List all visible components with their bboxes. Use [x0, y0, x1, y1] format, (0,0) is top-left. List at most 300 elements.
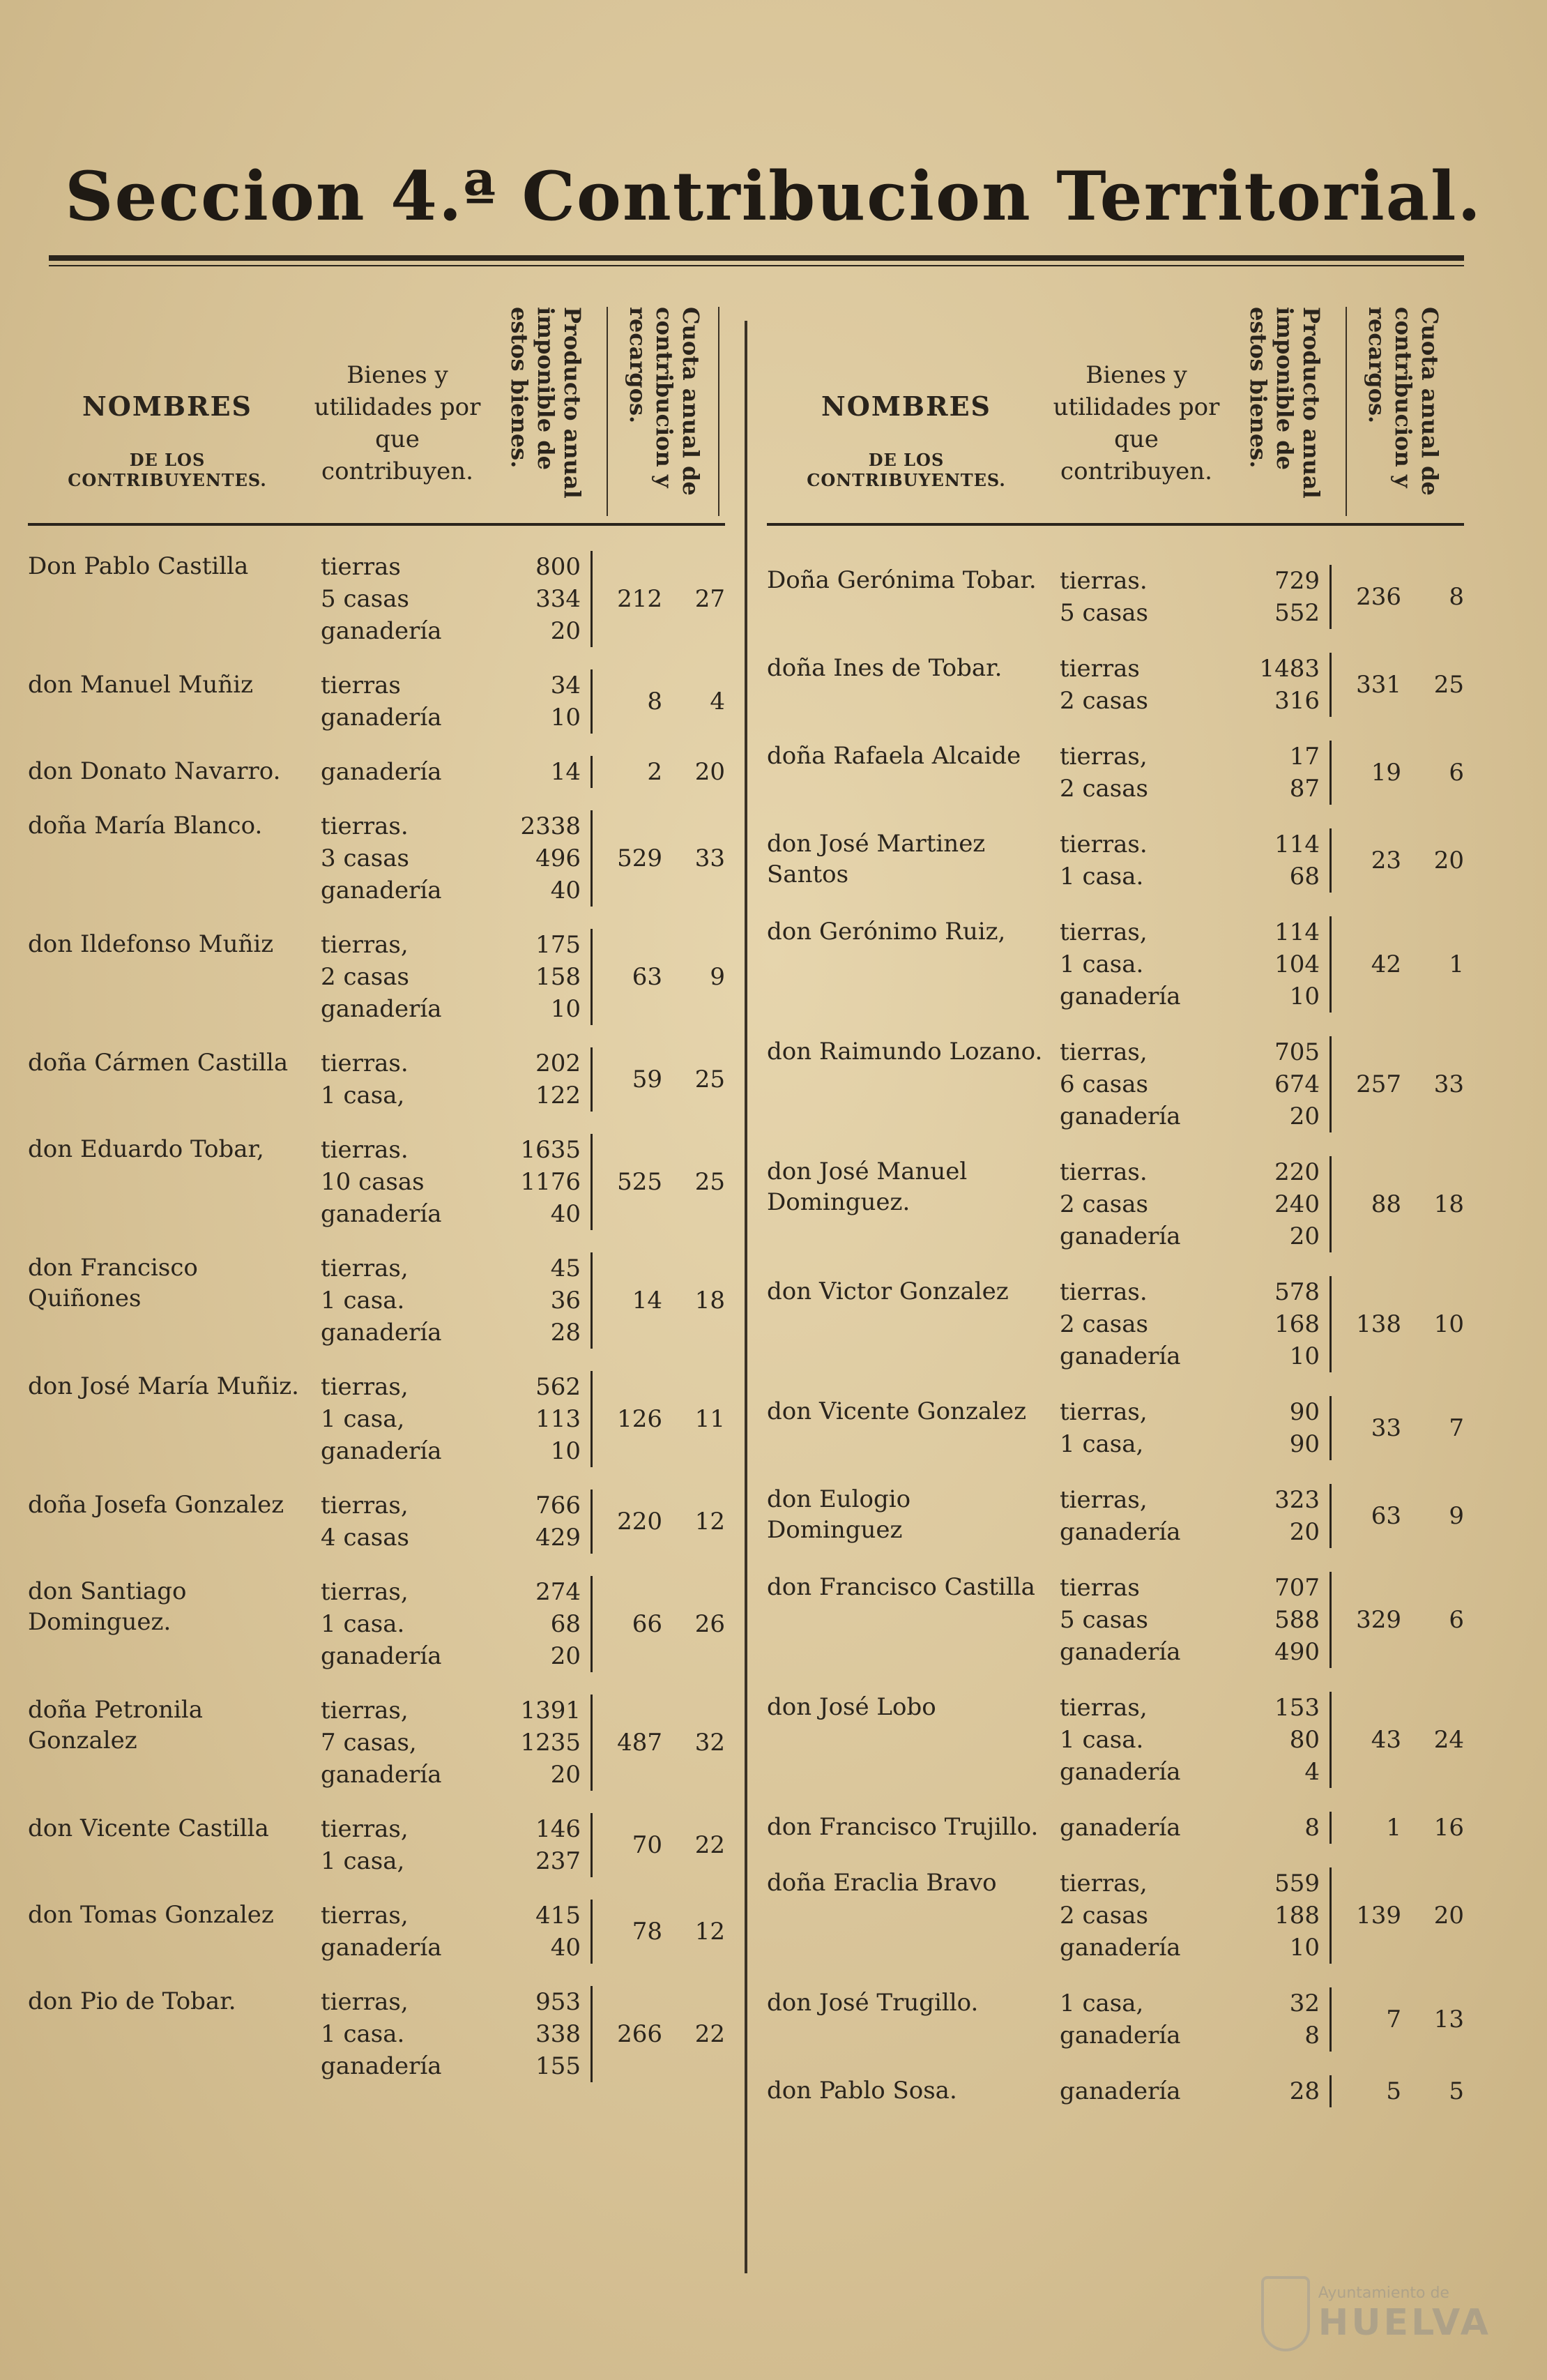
- bienes-item: [1060, 773, 1227, 805]
- producto-value: 8: [1304, 2022, 1320, 2049]
- cuota-value: [1346, 669, 1464, 701]
- bienes-list: [1060, 565, 1227, 629]
- producto-value: 220: [1274, 1158, 1320, 1186]
- cuota-maravedis: 18: [1433, 1190, 1464, 1218]
- producto-values: [495, 756, 593, 788]
- cuota-value: [607, 1608, 725, 1640]
- bienes-label: ganadería: [321, 2052, 442, 2080]
- producto-values: [1234, 1867, 1332, 1964]
- header-producto: Producto anual imponible de estos bienes.: [506, 307, 586, 499]
- producto-value: 34: [550, 672, 581, 699]
- contributor-name: don Pablo Sosa.: [767, 2077, 957, 2105]
- bienes-item: [1060, 828, 1227, 861]
- producto-value: 68: [1289, 863, 1320, 890]
- cuota-maravedis: 25: [1433, 671, 1464, 699]
- producto-value: 40: [550, 1934, 581, 1962]
- table-row: [767, 916, 1464, 1013]
- bienes-list: [321, 756, 488, 788]
- cuota-reales: 331: [1356, 671, 1401, 699]
- bienes-item: [321, 1727, 488, 1759]
- bienes-item: [321, 1900, 488, 1932]
- bienes-item: [1060, 1100, 1227, 1132]
- bienes-label: ganadería: [1060, 2022, 1181, 2049]
- cuota-reales: 59: [632, 1066, 662, 1093]
- contributor-name: doña Ines de Tobar.: [767, 654, 1003, 682]
- bienes-list: [1060, 1276, 1227, 1372]
- producto-values: [1234, 916, 1332, 1013]
- cuota-maravedis: 8: [1449, 583, 1464, 611]
- producto-value: 674: [1274, 1070, 1320, 1098]
- bienes-label: 2 casas: [1060, 687, 1148, 715]
- bienes-item: [321, 1845, 488, 1877]
- bienes-label: tierras,: [321, 1255, 409, 1282]
- cuota-maravedis: 4: [710, 688, 725, 715]
- bienes-item: [321, 993, 488, 1025]
- table-row: [767, 565, 1464, 629]
- cuota-maravedis: 25: [694, 1168, 725, 1196]
- bienes-item: [1060, 861, 1227, 893]
- bienes-label: tierras,: [1060, 1486, 1148, 1514]
- cuota-reales: 266: [617, 2020, 662, 2048]
- bienes-list: [1060, 2075, 1227, 2107]
- producto-value: 953: [535, 1988, 581, 2016]
- producto-value: 28: [550, 1319, 581, 1347]
- table-row: [767, 1692, 1464, 1788]
- bienes-list: [321, 1986, 488, 2082]
- bienes-item: [321, 551, 488, 583]
- bienes-item: [1060, 1987, 1227, 2019]
- bienes-list: [1060, 1484, 1227, 1548]
- bienes-item: [1060, 1276, 1227, 1308]
- bienes-list: [321, 1695, 488, 1791]
- bienes-list: [1060, 916, 1227, 1013]
- header-names: [28, 391, 307, 490]
- bienes-item: [321, 1166, 488, 1198]
- cuota-value: [1346, 581, 1464, 613]
- cuota-value: [1346, 1412, 1464, 1444]
- right-column: [767, 293, 1464, 2105]
- bienes-item: [1060, 1484, 1227, 1516]
- producto-value: 800: [535, 553, 581, 581]
- cuota-maravedis: 33: [1433, 1070, 1464, 1098]
- bienes-list: [1060, 1572, 1227, 1668]
- cuota-maravedis: 11: [694, 1405, 725, 1433]
- producto-values: [1234, 828, 1332, 893]
- contributor-name: don Eulogio Dominguez: [767, 1485, 911, 1544]
- producto-values: [495, 1576, 593, 1672]
- table-row: [767, 1484, 1464, 1548]
- bienes-item: [1060, 948, 1227, 980]
- bienes-item: [321, 583, 488, 615]
- contributor-name: don Francisco Trujillo.: [767, 1813, 1039, 1841]
- cuota-maravedis: 12: [694, 1508, 725, 1536]
- bienes-label: ganadería: [1060, 1814, 1181, 1842]
- bienes-label: 1 casa,: [321, 1847, 405, 1875]
- bienes-label: ganadería: [1060, 1102, 1181, 1130]
- table-row: [28, 1490, 725, 1554]
- header-bienes: Bienes y utilidades por que contribuyen.: [314, 361, 481, 485]
- bienes-label: tierras,: [321, 1373, 409, 1401]
- cuota-value: [607, 756, 725, 788]
- bienes-item: [1060, 1220, 1227, 1252]
- bienes-item: [1060, 916, 1227, 948]
- contributor-name: don José María Muñiz.: [28, 1372, 299, 1400]
- cuota-maravedis: 20: [1433, 1902, 1464, 1930]
- cuota-reales: 23: [1371, 847, 1401, 874]
- bienes-label: ganadería: [321, 995, 442, 1023]
- bienes-item: [321, 1986, 488, 2018]
- cuota-value: [607, 685, 725, 718]
- bienes-label: 5 casas: [321, 585, 409, 613]
- cuota-value: [607, 1403, 725, 1435]
- producto-value: 104: [1274, 950, 1320, 978]
- producto-values: [495, 1695, 593, 1791]
- bienes-label: tierras,: [1060, 1694, 1148, 1722]
- cuota-value: [607, 2018, 725, 2050]
- bienes-label: tierras.: [321, 1136, 409, 1164]
- cuota-reales: 14: [632, 1287, 662, 1314]
- contributor-name: don Santiago Dominguez.: [28, 1577, 187, 1636]
- cuota-value: [607, 1916, 725, 1948]
- bienes-item: [321, 756, 488, 788]
- cuota-value: [1346, 2075, 1464, 2107]
- contributor-name: doña Petronila Gonzalez: [28, 1696, 203, 1754]
- bienes-list: [1060, 1987, 1227, 2052]
- producto-value: 87: [1289, 775, 1320, 803]
- producto-values: [495, 1490, 593, 1554]
- bienes-label: tierras.: [1060, 1278, 1148, 1306]
- bienes-label: ganadería: [321, 1319, 442, 1347]
- bienes-item: [1060, 1604, 1227, 1636]
- bienes-item: [321, 2018, 488, 2050]
- bienes-item: [321, 1608, 488, 1640]
- table-row: [28, 669, 725, 734]
- producto-value: 578: [1274, 1278, 1320, 1306]
- producto-value: 705: [1274, 1038, 1320, 1066]
- table-row: [767, 1276, 1464, 1372]
- contributor-name: don José Manuel Dominguez.: [767, 1158, 968, 1216]
- table-row: [28, 810, 725, 907]
- producto-value: 114: [1274, 918, 1320, 946]
- bienes-label: tierras: [1060, 1574, 1140, 1602]
- bienes-item: [321, 1284, 488, 1317]
- bienes-label: 2 casas: [1060, 1310, 1148, 1338]
- cuota-value: [607, 583, 725, 615]
- bienes-label: 6 casas: [1060, 1070, 1148, 1098]
- bienes-item: [1060, 1036, 1227, 1068]
- producto-value: 20: [550, 1642, 581, 1670]
- producto-value: 168: [1274, 1310, 1320, 1338]
- header-bienes: Bienes y utilidades por que contribuyen.: [1053, 361, 1220, 485]
- bienes-label: 1 casa.: [1060, 950, 1144, 978]
- bienes-item: [321, 1371, 488, 1403]
- title-rule: [49, 255, 1464, 261]
- producto-value: 113: [535, 1405, 581, 1433]
- cuota-value: [1346, 2003, 1464, 2036]
- bienes-item: [321, 1198, 488, 1230]
- producto-value: 274: [535, 1578, 581, 1606]
- bienes-label: 2 casas: [321, 963, 409, 991]
- table-row: [767, 1036, 1464, 1132]
- producto-value: 562: [535, 1373, 581, 1401]
- bienes-item: [321, 1435, 488, 1467]
- cuota-value: [1346, 1724, 1464, 1756]
- cuota-value: [607, 1506, 725, 1538]
- bienes-list: [1060, 1036, 1227, 1132]
- bienes-list: [321, 1900, 488, 1964]
- producto-values: [1234, 1484, 1332, 1548]
- title-rule-thin: [49, 265, 1464, 266]
- bienes-item: [321, 1813, 488, 1845]
- contributor-name: don Ildefonso Muñiz: [28, 930, 274, 958]
- bienes-item: [1060, 1068, 1227, 1100]
- bienes-label: tierras.: [1060, 831, 1148, 858]
- producto-value: 1391: [520, 1697, 581, 1725]
- producto-value: 1235: [520, 1729, 581, 1757]
- producto-value: 10: [550, 995, 581, 1023]
- cuota-reales: 525: [617, 1168, 662, 1196]
- cuota-reales: 8: [647, 688, 662, 715]
- header-names: [767, 391, 1046, 490]
- bienes-label: tierras.: [1060, 1158, 1148, 1186]
- bienes-list: [1060, 1812, 1227, 1844]
- bienes-item: [1060, 1900, 1227, 1932]
- cuota-reales: 2: [647, 758, 662, 786]
- bienes-item: [321, 1490, 488, 1522]
- producto-value: 766: [535, 1492, 581, 1519]
- producto-value: 10: [1289, 1934, 1320, 1962]
- page-title: Seccion 4.ª Contribucion Territorial.: [65, 157, 1482, 236]
- bienes-item: [321, 1403, 488, 1435]
- cuota-maravedis: 5: [1449, 2077, 1464, 2105]
- producto-value: 237: [535, 1847, 581, 1875]
- cuota-reales: 7: [1386, 2006, 1401, 2033]
- contributor-name: don Raimundo Lozano.: [767, 1038, 1043, 1066]
- producto-value: 240: [1274, 1190, 1320, 1218]
- producto-value: 20: [1289, 1222, 1320, 1250]
- cuota-reales: 138: [1356, 1310, 1401, 1338]
- bienes-label: ganadería: [1060, 2077, 1181, 2105]
- cuota-maravedis: 20: [1433, 847, 1464, 874]
- cuota-maravedis: 32: [694, 1729, 725, 1757]
- bienes-item: [1060, 685, 1227, 717]
- cuota-maravedis: 1: [1449, 950, 1464, 978]
- contributor-name: doña Josefa Gonzalez: [28, 1491, 284, 1519]
- producto-value: 202: [535, 1049, 581, 1077]
- table-row: [28, 551, 725, 647]
- cuota-maravedis: 9: [1449, 1502, 1464, 1530]
- cuota-value: [1346, 1068, 1464, 1100]
- header-cuota: Cuota anual de contribucion y recargos.: [1364, 307, 1443, 496]
- producto-value: 45: [550, 1255, 581, 1282]
- table-row: [767, 1396, 1464, 1460]
- bienes-label: ganadería: [321, 1934, 442, 1962]
- bienes-label: 1 casa,: [1060, 1989, 1144, 2017]
- bienes-item: [321, 1932, 488, 1964]
- producto-value: 8: [1304, 1814, 1320, 1842]
- bienes-item: [321, 1252, 488, 1284]
- producto-value: 429: [535, 1524, 581, 1552]
- table-row: [767, 1572, 1464, 1668]
- bienes-label: ganadería: [1060, 983, 1181, 1010]
- column-divider: [745, 321, 747, 2273]
- cuota-reales: 487: [617, 1729, 662, 1757]
- bienes-item: [321, 842, 488, 874]
- bienes-item: [1060, 2019, 1227, 2052]
- bienes-item: [1060, 597, 1227, 629]
- producto-value: 36: [550, 1287, 581, 1314]
- producto-value: 20: [550, 1761, 581, 1789]
- cuota-reales: 236: [1356, 583, 1401, 611]
- producto-value: 10: [1289, 1342, 1320, 1370]
- cuota-maravedis: 10: [1433, 1310, 1464, 1338]
- producto-values: [495, 929, 593, 1025]
- producto-values: [495, 1134, 593, 1230]
- bienes-label: ganadería: [1060, 1342, 1181, 1370]
- producto-values: [1234, 1812, 1332, 1844]
- bienes-label: tierras.: [321, 812, 409, 840]
- contributor-name: don José Martinez Santos: [767, 830, 986, 888]
- contributor-name: don Vicente Castilla: [28, 1814, 269, 1842]
- table-row: [28, 756, 725, 788]
- producto-values: [495, 551, 593, 647]
- bienes-list: [1060, 1156, 1227, 1252]
- producto-value: 4: [1304, 1758, 1320, 1786]
- contributor-name: doña Rafaela Alcaide: [767, 742, 1021, 770]
- cuota-maravedis: 16: [1433, 1814, 1464, 1842]
- bienes-list: [1060, 1396, 1227, 1460]
- producto-value: 146: [535, 1815, 581, 1843]
- bienes-item: [321, 1047, 488, 1079]
- bienes-list: [321, 1047, 488, 1112]
- bienes-item: [321, 702, 488, 734]
- bienes-item: [321, 961, 488, 993]
- producto-values: [495, 1047, 593, 1112]
- bienes-item: [1060, 1188, 1227, 1220]
- logo-line2: HUELVA: [1318, 2301, 1491, 2344]
- contributor-name: don Manuel Muñiz: [28, 671, 254, 699]
- bienes-item: [321, 1522, 488, 1554]
- bienes-item: [321, 874, 488, 907]
- producto-values: [1234, 1036, 1332, 1132]
- producto-values: [1234, 1276, 1332, 1372]
- producto-value: 10: [550, 704, 581, 732]
- table-row: [28, 1813, 725, 1877]
- bienes-item: [1060, 1724, 1227, 1756]
- cuota-reales: 212: [617, 585, 662, 613]
- producto-value: 316: [1274, 687, 1320, 715]
- producto-value: 2338: [520, 812, 581, 840]
- producto-value: 1635: [520, 1136, 581, 1164]
- bienes-label: 4 casas: [321, 1524, 409, 1552]
- bienes-label: 7 casas,: [321, 1729, 417, 1757]
- bienes-label: tierras,: [1060, 918, 1148, 946]
- table-row: [28, 929, 725, 1025]
- producto-value: 707: [1274, 1574, 1320, 1602]
- bienes-label: tierras,: [321, 931, 409, 959]
- cuota-maravedis: 24: [1433, 1726, 1464, 1754]
- producto-value: 40: [550, 877, 581, 904]
- header-cuota: Cuota anual de contribucion y recargos.: [625, 307, 704, 496]
- cuota-maravedis: 6: [1449, 759, 1464, 787]
- cuota-reales: 529: [617, 844, 662, 872]
- producto-value: 40: [550, 1200, 581, 1228]
- cuota-maravedis: 18: [694, 1287, 725, 1314]
- cuota-reales: 63: [632, 963, 662, 991]
- bienes-label: ganadería: [1060, 1758, 1181, 1786]
- bienes-item: [1060, 1396, 1227, 1428]
- producto-values: [495, 1986, 593, 2082]
- bienes-item: [1060, 1156, 1227, 1188]
- bienes-list: [1060, 828, 1227, 893]
- bienes-item: [321, 1079, 488, 1112]
- table-row: [28, 1900, 725, 1964]
- header-names-subtitle: DE LOS CONTRIBUYENTES.: [68, 450, 267, 490]
- bienes-label: tierras,: [1060, 1398, 1148, 1426]
- producto-values: [1234, 565, 1332, 629]
- cuota-reales: 329: [1356, 1606, 1401, 1634]
- bienes-label: ganadería: [321, 704, 442, 732]
- producto-values: [495, 1813, 593, 1877]
- producto-value: 90: [1289, 1398, 1320, 1426]
- bienes-item: [1060, 1812, 1227, 1844]
- bienes-item: [321, 1134, 488, 1166]
- producto-values: [495, 1252, 593, 1349]
- bienes-item: [1060, 1428, 1227, 1460]
- bienes-label: ganadería: [321, 1200, 442, 1228]
- cuota-value: [607, 1166, 725, 1198]
- cuota-reales: 220: [617, 1508, 662, 1536]
- bienes-label: 5 casas: [1060, 1606, 1148, 1634]
- cuota-reales: 19: [1371, 759, 1401, 787]
- cuota-maravedis: 9: [710, 963, 725, 991]
- cuota-value: [607, 1727, 725, 1759]
- producto-values: [1234, 1572, 1332, 1668]
- bienes-label: 1 casa,: [1060, 1430, 1144, 1458]
- city-seal-icon: [1261, 2276, 1310, 2351]
- header-names-subtitle: DE LOS CONTRIBUYENTES.: [807, 450, 1006, 490]
- cuota-value: [1346, 1812, 1464, 1844]
- producto-values: [1234, 1987, 1332, 2052]
- table-row: [28, 1134, 725, 1230]
- bienes-label: 5 casas: [1060, 599, 1148, 627]
- bienes-list: [321, 1813, 488, 1877]
- cuota-maravedis: 13: [1433, 2006, 1464, 2033]
- bienes-label: tierras: [321, 553, 401, 581]
- bienes-list: [321, 1490, 488, 1554]
- bienes-label: 2 casas: [1060, 1190, 1148, 1218]
- bienes-item: [1060, 1756, 1227, 1788]
- producto-value: 338: [535, 2020, 581, 2048]
- contributor-name: don Eduardo Tobar,: [28, 1135, 264, 1163]
- bienes-label: 2 casas: [1060, 775, 1148, 803]
- bienes-item: [321, 2050, 488, 2082]
- bienes-label: tierras,: [1060, 1038, 1148, 1066]
- bienes-item: [1060, 1636, 1227, 1668]
- bienes-item: [321, 1576, 488, 1608]
- cuota-maravedis: 25: [694, 1066, 725, 1093]
- producto-value: 28: [1289, 2077, 1320, 2105]
- bienes-label: 1 casa.: [321, 1287, 405, 1314]
- bienes-list: [1060, 741, 1227, 805]
- table-row: [767, 1812, 1464, 1844]
- bienes-label: ganadería: [321, 617, 442, 645]
- bienes-list: [321, 1371, 488, 1467]
- contributor-name: don Gerónimo Ruiz,: [767, 918, 1006, 946]
- bienes-item: [321, 929, 488, 961]
- producto-value: 323: [1274, 1486, 1320, 1514]
- cuota-reales: 5: [1386, 2077, 1401, 2105]
